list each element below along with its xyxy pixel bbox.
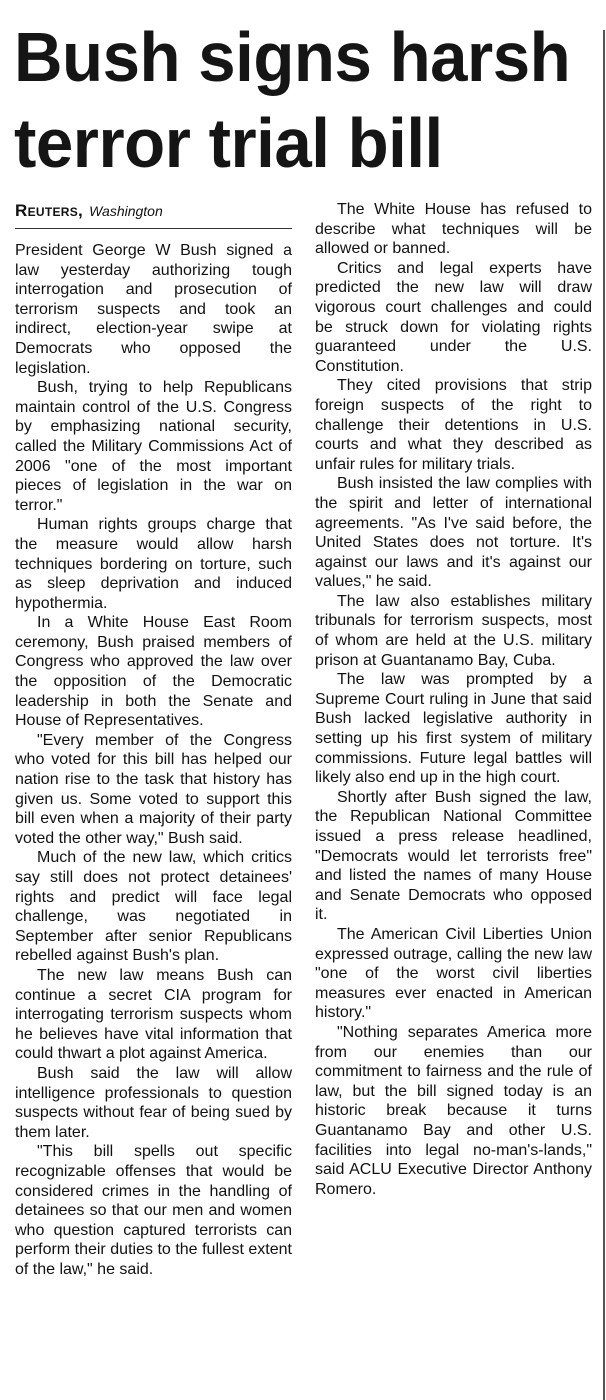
paragraph: They cited provisions that strip foreign suspects of the right to challenge their detentions in U.S. courts and what they described as unfair rules for military trials.	[315, 377, 592, 473]
paragraph: Much of the new law, which critics say still does not protect detainees' rights and predict will face legal challenge, was negotiated in September after senior Republicans rebelled against Bush's plan.	[15, 849, 292, 965]
paragraph: The new law means Bush can continue a secret CIA program for interrogating terrorism suspects whom he believes have vital information that could thwart a plot against America.	[15, 966, 292, 1063]
byline	[15, 200, 292, 229]
paragraph: Human rights groups charge that the measure would allow harsh techniques bordering on torture, such as sleep deprivation and induced hypothermia.	[15, 516, 292, 612]
paragraph: President George W Bush signed a law yesterday authorizing tough interrogation and prosecution of terrorism suspects and took an indirect, election-year swipe at Democrats who opposed the legislation.	[15, 242, 292, 377]
byline-location: Washington	[89, 203, 163, 219]
article-column-right	[315, 200, 592, 1199]
byline-agency: Reuters,	[15, 201, 84, 220]
paragraph: "Every member of the Congress who voted for this bill has helped our nation rise to the task that history has given us. Some voted to support this bill even when a majority of their party voted the other way," Bush said.	[15, 731, 292, 847]
paragraph: "This bill spells out specific recognizable offenses that would be considered crimes in the handling of detainees so that our men and women who question captured terrorists can perform their duties to the fullest extent of the law," he said.	[15, 1143, 292, 1278]
paragraph: The American Civil Liberties Union expressed outrage, calling the new law "one of the worst civil liberties measures ever enacted in American history."	[315, 925, 592, 1022]
paragraph: In a White House East Room ceremony, Bush praised members of Congress who approved the law over the opposition of the Democratic leadership in both the Senate and House of Representatives.	[15, 614, 292, 730]
paragraph: Bush insisted the law complies with the spirit and letter of international agreements. "As I've said before, the United States does not torture. It's against our laws and it's against our values," he said.	[315, 475, 592, 591]
paragraph: The law also establishes military tribunals for terrorism suspects, most of whom are held at the U.S. military prison at Guantanamo Bay, Cuba.	[315, 592, 592, 669]
article-column-left	[15, 200, 292, 1279]
paragraph: Bush, trying to help Republicans maintain control of the U.S. Congress by emphasizing national security, called the Military Commissions Act of 2006 "one of the most important pieces of legislation in the war on terror."	[15, 379, 292, 514]
paragraph: The White House has refused to describe what techniques will be allowed or banned.	[315, 201, 592, 258]
paragraph: Shortly after Bush signed the law, the Republican National Committee issued a press release headlined, "Democrats would let terrorists free" and listed the names of many House and Senate Democrats who opposed it.	[315, 788, 592, 924]
paragraph: Bush said the law will allow intelligence professionals to question suspects without fear of being sued by them later.	[15, 1064, 292, 1141]
paragraph: "Nothing separates America more from our enemies than our commitment to fairness and the rule of law, but the bill signed today is an historic break because it turns Guantanamo Bay and other U.S. facilities into legal no-man's-lands," said ACLU Executive Director Anthony Romero.	[315, 1023, 592, 1198]
paragraph: Critics and legal experts have predicted the new law will draw vigorous court challenges and could be struck down for violating rights guaranteed under the U.S. Constitution.	[315, 259, 592, 375]
column-rule	[603, 30, 605, 1400]
headline: Bush signs harsh terror trial bill	[14, 18, 571, 182]
paragraph: The law was prompted by a Supreme Court ruling in June that said Bush lacked legislative authority in setting up his first system of military commissions. Future legal battles will likely also end up in the high court.	[315, 671, 592, 787]
